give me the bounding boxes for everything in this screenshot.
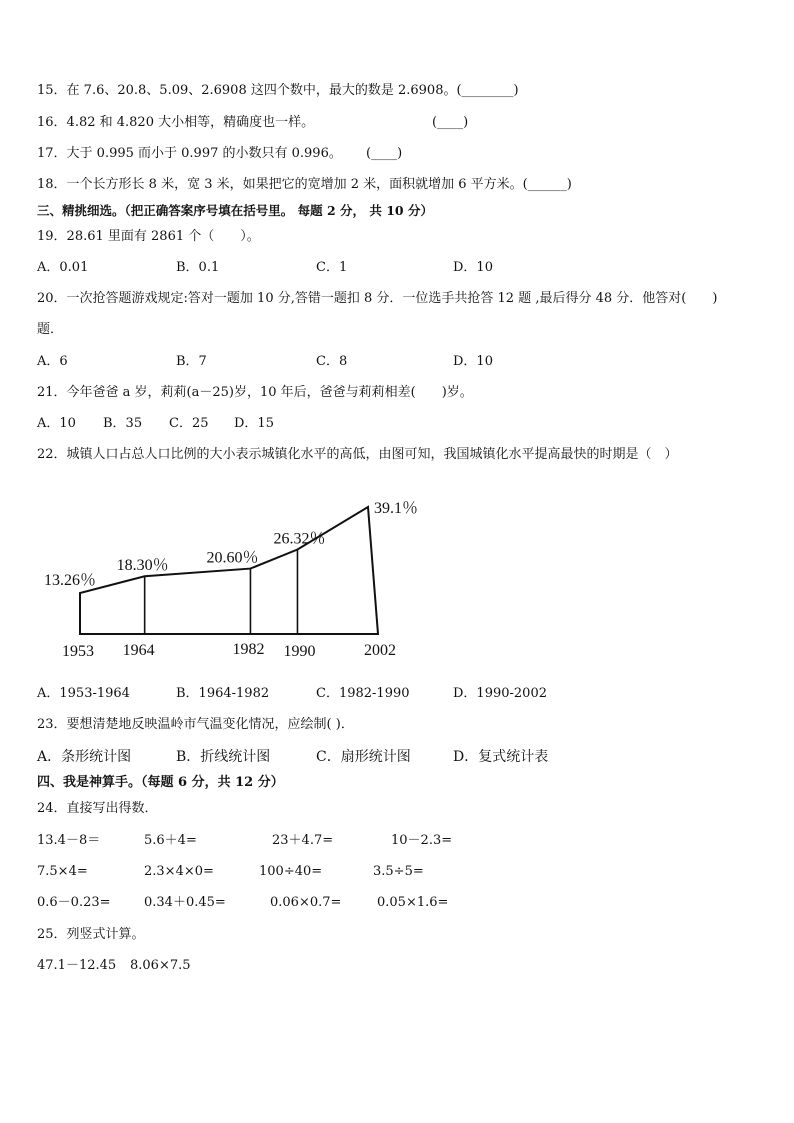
point-label-1953: 13.26％ <box>44 572 97 589</box>
question-23: 23．要想清楚地反映温岭市气温变化情况，应绘制( )． <box>37 717 354 732</box>
calc-item: 0.06×0.7= <box>270 895 342 910</box>
question-25: 25．列竖式计算。 <box>37 927 145 942</box>
calc-item: 23＋4.7= <box>272 833 334 848</box>
vertical-calc-item: 47.1－12.45 <box>37 958 117 973</box>
calc-item: 10－2.3= <box>391 833 453 848</box>
vertical-calc-item: 8.06×7.5 <box>130 958 191 973</box>
question-19: 19．28.61 里面有 2861 个（ ）。 <box>37 229 260 244</box>
q20-option-c[interactable]: C．8 <box>316 354 348 369</box>
answer-blank-17[interactable]: (____) <box>366 146 403 161</box>
question-20: 20．一次抢答题游戏规定:答对一题加 10 分,答错一题扣 8 分．一位选手共抢答 12 题 ,最后得分 48 分．他答对( ) <box>37 291 718 306</box>
q21-option-d[interactable]: D．15 <box>234 416 274 431</box>
q22-option-c[interactable]: C．1982-1990 <box>316 686 410 701</box>
question-15: 15．在 7.6、20.8、5.09、2.6908 这四个数中，最大的数是 2.6908。(________) <box>37 83 519 98</box>
question-20-cont: 题． <box>37 322 64 337</box>
q20-option-b[interactable]: B．7 <box>176 354 207 369</box>
section-3-heading: 三、精挑细选。（把正确答案序号填在括号里。 每题 2 分， 共 10 分） <box>37 203 433 218</box>
question-22: 22．城镇人口占总人口比例的大小表示城镇化水平的高低，由图可知，我国城镇化水平提高最快的时期是（ ） <box>37 447 678 462</box>
q20-option-d[interactable]: D．10 <box>453 354 493 369</box>
calc-item: 2.3×4×0= <box>144 864 214 879</box>
calc-item: 100÷40= <box>259 864 323 879</box>
q19-option-d[interactable]: D．10 <box>453 260 493 275</box>
section-4-heading: 四、我是神算手。（每题 6 分，共 12 分） <box>37 775 284 790</box>
x-tick-label-1953: 1953 <box>62 643 94 660</box>
question-18: 18．一个长方形长 8 米，宽 3 米，如果把它的宽增加 2 米，面积就增加 6 平方米。(______) <box>37 177 572 192</box>
q23-option-a[interactable]: A．条形统计图 <box>37 749 132 765</box>
q22-option-d[interactable]: D．1990-2002 <box>453 686 547 701</box>
x-tick-label-1982: 1982 <box>232 641 265 658</box>
question-17: 17．大于 0.995 而小于 0.997 的小数只有 0.996。 <box>37 146 342 161</box>
point-label-1990: 26.32％ <box>273 530 326 548</box>
calc-item: 7.5×4= <box>37 864 88 879</box>
q21-option-c[interactable]: C．25 <box>169 416 209 431</box>
x-tick-label-1964: 1964 <box>122 642 155 659</box>
point-label-2002: 39.1％ <box>374 500 419 517</box>
answer-blank-16[interactable]: (____) <box>432 115 469 130</box>
point-label-1982: 20.60％ <box>206 549 259 567</box>
question-16: 16．4.82 和 4.820 大小相等，精确度也一样。 <box>37 115 315 130</box>
q23-option-c[interactable]: C．扇形统计图 <box>316 749 411 765</box>
q20-option-a[interactable]: A．6 <box>37 354 68 369</box>
point-label-1964: 18.30％ <box>116 557 169 575</box>
q22-option-a[interactable]: A．1953-1964 <box>37 686 130 701</box>
calc-item: 3.5÷5= <box>373 864 424 879</box>
x-tick-label-2002: 2002 <box>364 642 396 659</box>
q19-option-a[interactable]: A．0.01 <box>37 260 89 275</box>
q22-option-b[interactable]: B．1964-1982 <box>176 686 270 701</box>
calc-item: 0.34＋0.45= <box>144 895 226 910</box>
q23-option-b[interactable]: B．折线统计图 <box>176 749 271 765</box>
q19-option-b[interactable]: B．0.1 <box>176 260 220 275</box>
urbanization-chart <box>30 490 450 670</box>
q23-option-d[interactable]: D．复式统计表 <box>453 749 549 765</box>
calc-item: 13.4－8＝ <box>37 833 101 848</box>
q21-option-b[interactable]: B．35 <box>103 416 143 431</box>
calc-item: 0.05×1.6= <box>377 895 449 910</box>
question-24: 24．直接写出得数． <box>37 801 158 816</box>
q21-option-a[interactable]: A．10 <box>37 416 76 431</box>
x-tick-label-1990: 1990 <box>283 643 316 660</box>
calc-item: 5.6＋4= <box>144 833 197 848</box>
question-21: 21．今年爸爸 a 岁，莉莉(a－25)岁，10 年后，爸爸与莉莉相差( )岁。 <box>37 385 473 400</box>
calc-item: 0.6－0.23= <box>37 895 111 910</box>
q19-option-c[interactable]: C．1 <box>316 260 348 275</box>
